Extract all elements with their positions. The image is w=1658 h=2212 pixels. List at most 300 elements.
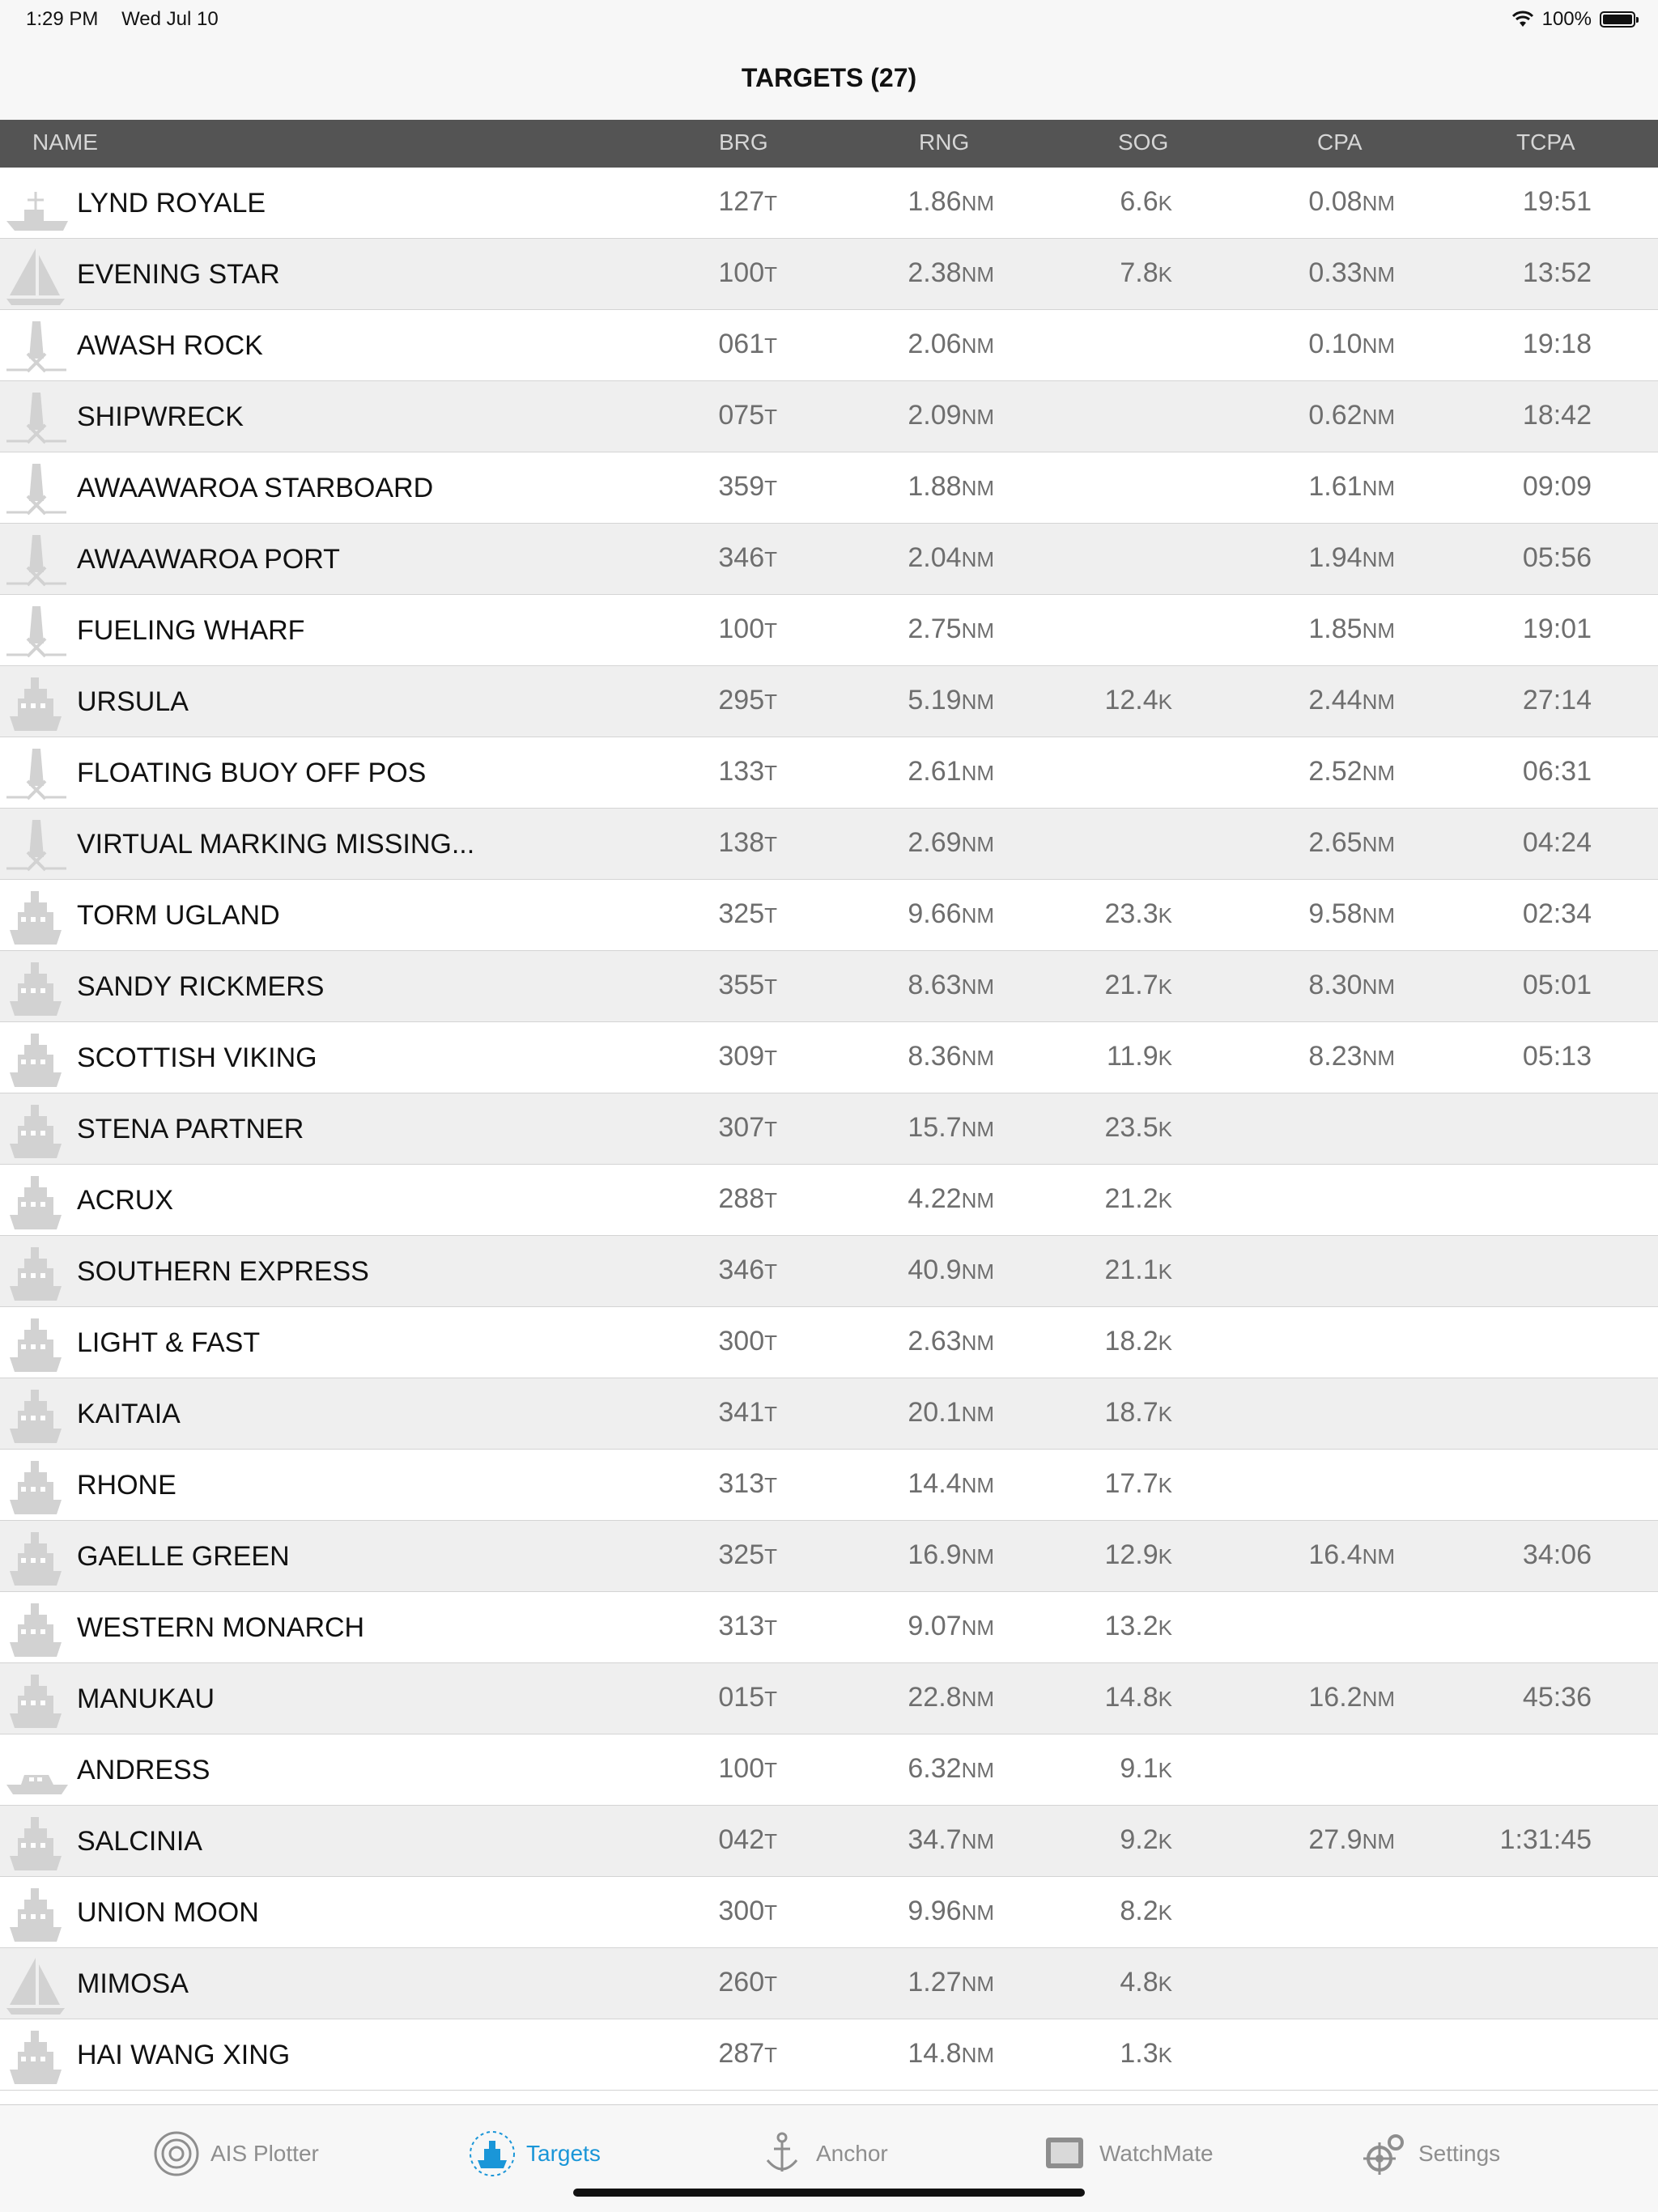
range-cell <box>908 1183 994 1215</box>
bearing-cell <box>718 1112 777 1144</box>
cpa-cell <box>1308 614 1395 645</box>
bearing-cell-unit: T <box>764 476 777 500</box>
tcpa-cell: 18:42 <box>1522 400 1592 431</box>
range-cell <box>908 186 994 218</box>
bearing-cell-value: 346 <box>718 542 765 573</box>
range-cell-unit: NM <box>961 974 994 999</box>
cpa-cell-value: 1.94 <box>1308 542 1363 573</box>
range-cell-value: 14.4 <box>908 1468 962 1499</box>
cpa-cell-value: 8.30 <box>1308 970 1363 1000</box>
watchmate-device-icon <box>1041 2129 1090 2178</box>
bearing-cell-value: 100 <box>718 1753 765 1784</box>
range-cell-value: 1.27 <box>908 1967 962 1998</box>
speed-cell-value: 1.3 <box>1120 2038 1158 2069</box>
ship-icon <box>3 1173 68 1233</box>
tcpa-cell: 05:13 <box>1522 1041 1592 1072</box>
target-name: FLOATING BUOY OFF POS <box>77 758 427 788</box>
cpa-cell-value: 8.23 <box>1308 1041 1363 1072</box>
bearing-cell-unit: T <box>764 1972 777 1996</box>
table-row[interactable] <box>0 1521 1658 1592</box>
speed-cell-value: 4.8 <box>1120 1967 1158 1998</box>
speed-cell-unit: K <box>1158 1188 1172 1212</box>
bearing-cell <box>718 1753 777 1785</box>
range-cell-unit: NM <box>961 405 994 429</box>
cpa-cell-value: 0.10 <box>1308 329 1363 359</box>
bearing-cell <box>718 2038 777 2070</box>
range-cell-value: 8.36 <box>908 1041 962 1072</box>
cpa-cell <box>1308 1824 1395 1856</box>
range-cell <box>908 257 994 289</box>
range-cell <box>908 827 994 859</box>
speed-cell-value: 14.8 <box>1104 1682 1158 1713</box>
range-cell-unit: NM <box>961 1259 994 1284</box>
speed-cell <box>1120 2038 1172 2070</box>
sailboat-icon <box>3 1956 68 2016</box>
range-cell <box>908 542 994 574</box>
bearing-cell <box>718 1967 777 1998</box>
battery-percent: 100% <box>1541 8 1592 30</box>
cpa-cell-value: 1.61 <box>1308 471 1363 502</box>
range-cell-unit: NM <box>961 832 994 856</box>
target-name: MIMOSA <box>77 1968 189 1999</box>
column-header-name[interactable]: NAME <box>32 129 98 155</box>
range-cell-value: 2.61 <box>908 756 962 787</box>
range-cell <box>908 1539 994 1571</box>
bearing-cell-value: 307 <box>718 1112 765 1143</box>
ship-icon <box>3 888 68 948</box>
bearing-cell <box>718 756 777 788</box>
target-name: SALCINIA <box>77 1826 202 1857</box>
range-cell-value: 15.7 <box>908 1112 962 1143</box>
table-row[interactable] <box>0 310 1658 381</box>
speed-cell <box>1120 1896 1172 1927</box>
bearing-cell-value: 325 <box>718 1539 765 1570</box>
bearing-cell-value: 359 <box>718 471 765 502</box>
bearing-cell-value: 309 <box>718 1041 765 1072</box>
speed-cell <box>1104 1468 1172 1500</box>
bearing-cell <box>718 1468 777 1500</box>
bearing-cell <box>718 471 777 503</box>
aid-to-navigation-icon <box>3 461 68 520</box>
battery-icon <box>1600 11 1635 28</box>
speed-cell-value: 7.8 <box>1120 257 1158 288</box>
target-name: WESTERN MONARCH <box>77 1612 365 1643</box>
tab-label: AIS Plotter <box>210 2141 319 2166</box>
ship-icon <box>3 1030 68 1090</box>
bearing-cell-unit: T <box>764 618 777 643</box>
bearing-cell-value: 355 <box>718 970 765 1000</box>
range-cell <box>908 756 994 788</box>
range-cell-unit: NM <box>961 1615 994 1640</box>
speed-cell <box>1104 1682 1172 1713</box>
wifi-icon <box>1511 11 1534 28</box>
table-row[interactable] <box>0 809 1658 880</box>
tcpa-cell: 1:31:45 <box>1499 1824 1592 1855</box>
range-cell-unit: NM <box>961 476 994 500</box>
table-row[interactable] <box>0 239 1658 310</box>
tcpa-cell: 05:56 <box>1522 542 1592 573</box>
range-cell-value: 34.7 <box>908 1824 962 1855</box>
table-row[interactable] <box>0 1663 1658 1734</box>
speed-cell <box>1120 257 1172 289</box>
cpa-cell-value: 2.52 <box>1308 756 1363 787</box>
target-name: ANDRESS <box>77 1755 210 1785</box>
tab-label: WatchMate <box>1099 2141 1214 2166</box>
column-header-cpa[interactable]: CPA <box>1317 129 1363 155</box>
range-cell-unit: NM <box>961 1046 994 1070</box>
table-row[interactable] <box>0 1236 1658 1307</box>
cpa-cell <box>1308 1539 1395 1571</box>
bearing-cell <box>718 257 777 289</box>
table-row[interactable] <box>0 1307 1658 1378</box>
cpa-cell-unit: NM <box>1362 405 1395 429</box>
table-row[interactable] <box>0 880 1658 951</box>
cpa-cell-unit: NM <box>1362 690 1395 714</box>
tcpa-cell: 19:01 <box>1522 614 1592 644</box>
tcpa-cell: 05:01 <box>1522 970 1592 1000</box>
table-row[interactable] <box>0 1450 1658 1521</box>
range-cell-value: 9.07 <box>908 1611 962 1641</box>
bearing-cell <box>718 542 777 574</box>
table-row[interactable] <box>0 1877 1658 1948</box>
range-cell-unit: NM <box>961 903 994 928</box>
target-name: VIRTUAL MARKING MISSING... <box>77 829 475 860</box>
bearing-cell-value: 300 <box>718 1326 765 1356</box>
speed-cell-value: 11.9 <box>1107 1041 1158 1072</box>
ship-icon <box>3 1458 68 1518</box>
speed-cell-value: 21.2 <box>1104 1183 1158 1214</box>
bearing-cell-value: 015 <box>718 1682 765 1713</box>
bearing-cell <box>718 1255 777 1286</box>
table-row[interactable] <box>0 524 1658 595</box>
tab-settings[interactable] <box>1360 2129 1500 2178</box>
table-row[interactable] <box>0 452 1658 524</box>
speed-cell <box>1104 1326 1172 1357</box>
bearing-cell-value: 138 <box>718 827 765 858</box>
tcpa-cell: 27:14 <box>1522 685 1592 715</box>
cpa-cell <box>1308 970 1395 1001</box>
range-cell <box>908 1753 994 1785</box>
speed-cell <box>1104 1112 1172 1144</box>
speed-cell-unit: K <box>1158 262 1172 287</box>
bearing-cell-value: 075 <box>718 400 765 431</box>
bearing-cell-unit: T <box>764 333 777 358</box>
status-time: 1:29 PM <box>26 8 99 30</box>
range-cell-unit: NM <box>961 690 994 714</box>
range-cell-value: 2.75 <box>908 614 962 644</box>
bearing-cell-value: 313 <box>718 1468 765 1499</box>
speed-cell-value: 21.7 <box>1104 970 1158 1000</box>
tab-label: Anchor <box>816 2141 888 2166</box>
speed-cell-value: 23.3 <box>1104 898 1158 929</box>
cpa-cell-unit: NM <box>1362 1544 1395 1569</box>
cpa-cell-value: 0.33 <box>1308 257 1363 288</box>
bearing-cell-unit: T <box>764 1402 777 1426</box>
bearing-cell-value: 100 <box>718 257 765 288</box>
table-row[interactable] <box>0 168 1658 239</box>
bearing-cell-unit: T <box>764 761 777 785</box>
range-cell <box>908 1611 994 1642</box>
table-row[interactable] <box>0 737 1658 809</box>
aid-to-navigation-icon <box>3 745 68 805</box>
speed-cell-value: 18.7 <box>1104 1397 1158 1428</box>
bearing-cell-value: 300 <box>718 1896 765 1926</box>
speed-cell-unit: K <box>1158 1687 1172 1711</box>
range-cell-unit: NM <box>961 1473 994 1497</box>
range-cell-value: 2.06 <box>908 329 962 359</box>
bearing-cell-value: 260 <box>718 1967 765 1998</box>
bearing-cell-unit: T <box>764 1117 777 1141</box>
cpa-cell-unit: NM <box>1362 1046 1395 1070</box>
speed-cell <box>1104 1183 1172 1215</box>
range-cell <box>908 1112 994 1144</box>
bearing-cell <box>718 1326 777 1357</box>
cpa-cell-unit: NM <box>1362 476 1395 500</box>
speed-cell-unit: K <box>1158 903 1172 928</box>
target-name: RHONE <box>77 1470 176 1501</box>
range-cell-value: 2.09 <box>908 400 962 431</box>
range-cell <box>908 898 994 930</box>
speed-cell-value: 8.2 <box>1120 1896 1158 1926</box>
bearing-cell-unit: T <box>764 1331 777 1355</box>
column-header-sog[interactable]: SOG <box>1118 129 1169 155</box>
range-cell-unit: NM <box>961 547 994 571</box>
cpa-cell-unit: NM <box>1362 1687 1395 1711</box>
bearing-cell <box>718 1539 777 1571</box>
speed-cell-unit: K <box>1158 1046 1172 1070</box>
speed-cell-unit: K <box>1158 1829 1172 1853</box>
speed-cell <box>1104 1255 1172 1286</box>
table-row[interactable] <box>0 1592 1658 1663</box>
table-row[interactable] <box>0 1806 1658 1877</box>
bearing-cell-unit: T <box>764 1829 777 1853</box>
bearing-cell-value: 287 <box>718 2038 765 2069</box>
bearing-cell-value: 127 <box>718 186 765 217</box>
target-name: LIGHT & FAST <box>77 1327 261 1358</box>
bearing-cell-value: 288 <box>718 1183 765 1214</box>
bearing-cell <box>718 685 777 716</box>
speed-cell-unit: K <box>1158 2043 1172 2067</box>
speed-cell-unit: K <box>1158 1972 1172 1996</box>
range-cell-unit: NM <box>961 1900 994 1925</box>
speed-cell-unit: K <box>1158 974 1172 999</box>
bearing-cell-value: 313 <box>718 1611 765 1641</box>
range-cell-value: 22.8 <box>908 1682 962 1713</box>
speed-cell-unit: K <box>1158 690 1172 714</box>
tab-label: Settings <box>1418 2141 1501 2166</box>
ship-icon <box>3 1814 68 1874</box>
speed-cell-unit: K <box>1158 1117 1172 1141</box>
speed-cell-unit: K <box>1158 1259 1172 1284</box>
speed-cell-value: 21.1 <box>1104 1255 1158 1285</box>
ship-icon <box>3 1244 68 1304</box>
range-cell-value: 1.86 <box>908 186 962 217</box>
range-cell-value: 9.96 <box>908 1896 962 1926</box>
cpa-cell-value: 0.62 <box>1308 400 1363 431</box>
range-cell-value: 2.04 <box>908 542 962 573</box>
cpa-cell-unit: NM <box>1362 761 1395 785</box>
tcpa-cell: 45:36 <box>1522 1682 1592 1713</box>
aid-to-navigation-icon <box>3 817 68 877</box>
range-cell <box>908 1896 994 1927</box>
range-cell <box>908 970 994 1001</box>
page-title: TARGETS (27) <box>741 63 917 92</box>
tab-label: Targets <box>526 2141 601 2166</box>
target-name: SCOTTISH VIKING <box>77 1042 317 1073</box>
target-name: STENA PARTNER <box>77 1114 304 1144</box>
table-row[interactable] <box>0 666 1658 737</box>
cpa-cell-unit: NM <box>1362 262 1395 287</box>
cpa-cell <box>1308 898 1395 930</box>
aid-to-navigation-icon <box>3 318 68 378</box>
table-row[interactable] <box>0 1948 1658 2019</box>
column-header-brg[interactable]: BRG <box>719 129 768 155</box>
cpa-cell <box>1308 329 1395 360</box>
cpa-cell-value: 1.85 <box>1308 614 1363 644</box>
table-row[interactable] <box>0 1093 1658 1165</box>
bearing-cell-value: 042 <box>718 1824 765 1855</box>
range-cell-unit: NM <box>961 1972 994 1996</box>
range-cell-value: 14.8 <box>908 2038 962 2069</box>
speed-cell <box>1104 898 1172 930</box>
range-cell-unit: NM <box>961 618 994 643</box>
ship-icon <box>3 1671 68 1731</box>
target-name: EVENING STAR <box>77 259 280 290</box>
speed-cell-unit: K <box>1158 1473 1172 1497</box>
bearing-cell <box>718 827 777 859</box>
bearing-cell-unit: T <box>764 1758 777 1782</box>
column-header-rng[interactable]: RNG <box>919 129 970 155</box>
range-cell <box>908 614 994 645</box>
cpa-cell <box>1308 827 1395 859</box>
cpa-cell-unit: NM <box>1362 191 1395 215</box>
tab-anchor[interactable] <box>758 2129 888 2178</box>
table-row[interactable] <box>0 2019 1658 2091</box>
ship-icon <box>3 1315 68 1375</box>
ship-icon <box>3 1529 68 1589</box>
speed-cell-value: 9.2 <box>1120 1824 1158 1855</box>
target-name: LYND ROYALE <box>77 188 266 219</box>
targets-list <box>0 168 1658 2091</box>
speed-cell <box>1104 1611 1172 1642</box>
radar-icon <box>152 2129 201 2178</box>
bearing-cell <box>718 186 777 218</box>
bearing-cell-value: 295 <box>718 685 765 715</box>
bearing-cell-unit: T <box>764 191 777 215</box>
cpa-cell-value: 2.44 <box>1308 685 1363 715</box>
cpa-cell <box>1308 257 1395 289</box>
cpa-cell <box>1308 1041 1395 1072</box>
cpa-cell-value: 16.2 <box>1308 1682 1363 1713</box>
speed-cell-unit: K <box>1158 191 1172 215</box>
bearing-cell-unit: T <box>764 1687 777 1711</box>
speed-cell <box>1107 1041 1172 1072</box>
speed-cell <box>1104 685 1172 716</box>
speed-cell-unit: K <box>1158 1402 1172 1426</box>
tab-ais-plotter[interactable] <box>152 2129 319 2178</box>
tab-targets[interactable] <box>468 2129 601 2178</box>
column-header-tcpa[interactable]: TCPA <box>1516 129 1575 155</box>
table-row[interactable] <box>0 1378 1658 1450</box>
tcpa-cell: 34:06 <box>1522 1539 1592 1570</box>
cpa-cell <box>1308 685 1395 716</box>
target-name: GAELLE GREEN <box>77 1541 290 1572</box>
cpa-cell <box>1308 186 1395 218</box>
table-row[interactable] <box>0 595 1658 666</box>
range-cell-unit: NM <box>961 1829 994 1853</box>
target-name: TORM UGLAND <box>77 900 280 931</box>
target-name: SHIPWRECK <box>77 401 244 432</box>
speed-cell <box>1120 1967 1172 1998</box>
speed-cell <box>1120 1824 1172 1856</box>
target-name: ACRUX <box>77 1185 174 1216</box>
range-cell <box>908 1041 994 1072</box>
bearing-cell-unit: T <box>764 2043 777 2067</box>
range-cell <box>908 1397 994 1429</box>
bearing-cell-value: 325 <box>718 898 765 929</box>
table-header <box>0 120 1658 168</box>
bearing-cell-value: 100 <box>718 614 765 644</box>
bearing-cell <box>718 1896 777 1927</box>
tcpa-cell: 06:31 <box>1522 756 1592 787</box>
bearing-cell-unit: T <box>764 690 777 714</box>
bearing-cell-unit: T <box>764 903 777 928</box>
speed-cell-value: 12.4 <box>1104 685 1158 715</box>
bearing-cell <box>718 400 777 431</box>
range-cell <box>908 1255 994 1286</box>
table-row[interactable] <box>0 951 1658 1022</box>
tab-watchmate[interactable] <box>1041 2129 1214 2178</box>
cpa-cell-unit: NM <box>1362 333 1395 358</box>
bearing-cell-value: 341 <box>718 1397 765 1428</box>
range-cell-value: 40.9 <box>908 1255 962 1285</box>
bearing-cell-unit: T <box>764 1900 777 1925</box>
bearing-cell <box>718 1824 777 1856</box>
cpa-cell-unit: NM <box>1362 1829 1395 1853</box>
table-row[interactable] <box>0 1734 1658 1806</box>
table-row[interactable] <box>0 381 1658 452</box>
cpa-cell-value: 27.9 <box>1308 1824 1363 1855</box>
cpa-cell-unit: NM <box>1362 618 1395 643</box>
speed-cell-value: 12.9 <box>1104 1539 1158 1570</box>
speed-cell-value: 23.5 <box>1104 1112 1158 1143</box>
range-cell-value: 8.63 <box>908 970 962 1000</box>
bearing-cell-unit: T <box>764 1473 777 1497</box>
range-cell <box>908 2038 994 2070</box>
range-cell-value: 9.66 <box>908 898 962 929</box>
bearing-cell <box>718 898 777 930</box>
target-name: SOUTHERN EXPRESS <box>77 1256 369 1287</box>
range-cell-unit: NM <box>961 1758 994 1782</box>
table-row[interactable] <box>0 1022 1658 1093</box>
ship-icon <box>3 959 68 1019</box>
target-name: HAI WANG XING <box>77 2040 291 2070</box>
range-cell <box>908 329 994 360</box>
range-cell-value: 2.69 <box>908 827 962 858</box>
ship-icon <box>3 674 68 734</box>
speed-cell <box>1120 186 1172 218</box>
range-cell-value: 20.1 <box>908 1397 962 1428</box>
bearing-cell <box>718 1183 777 1215</box>
table-row[interactable] <box>0 1165 1658 1236</box>
speed-cell-unit: K <box>1158 1900 1172 1925</box>
range-cell <box>908 1326 994 1357</box>
range-cell <box>908 685 994 716</box>
speed-cell-unit: K <box>1158 1331 1172 1355</box>
range-cell-value: 1.88 <box>908 471 962 502</box>
target-name: URSULA <box>77 686 189 717</box>
range-cell-unit: NM <box>961 1544 994 1569</box>
